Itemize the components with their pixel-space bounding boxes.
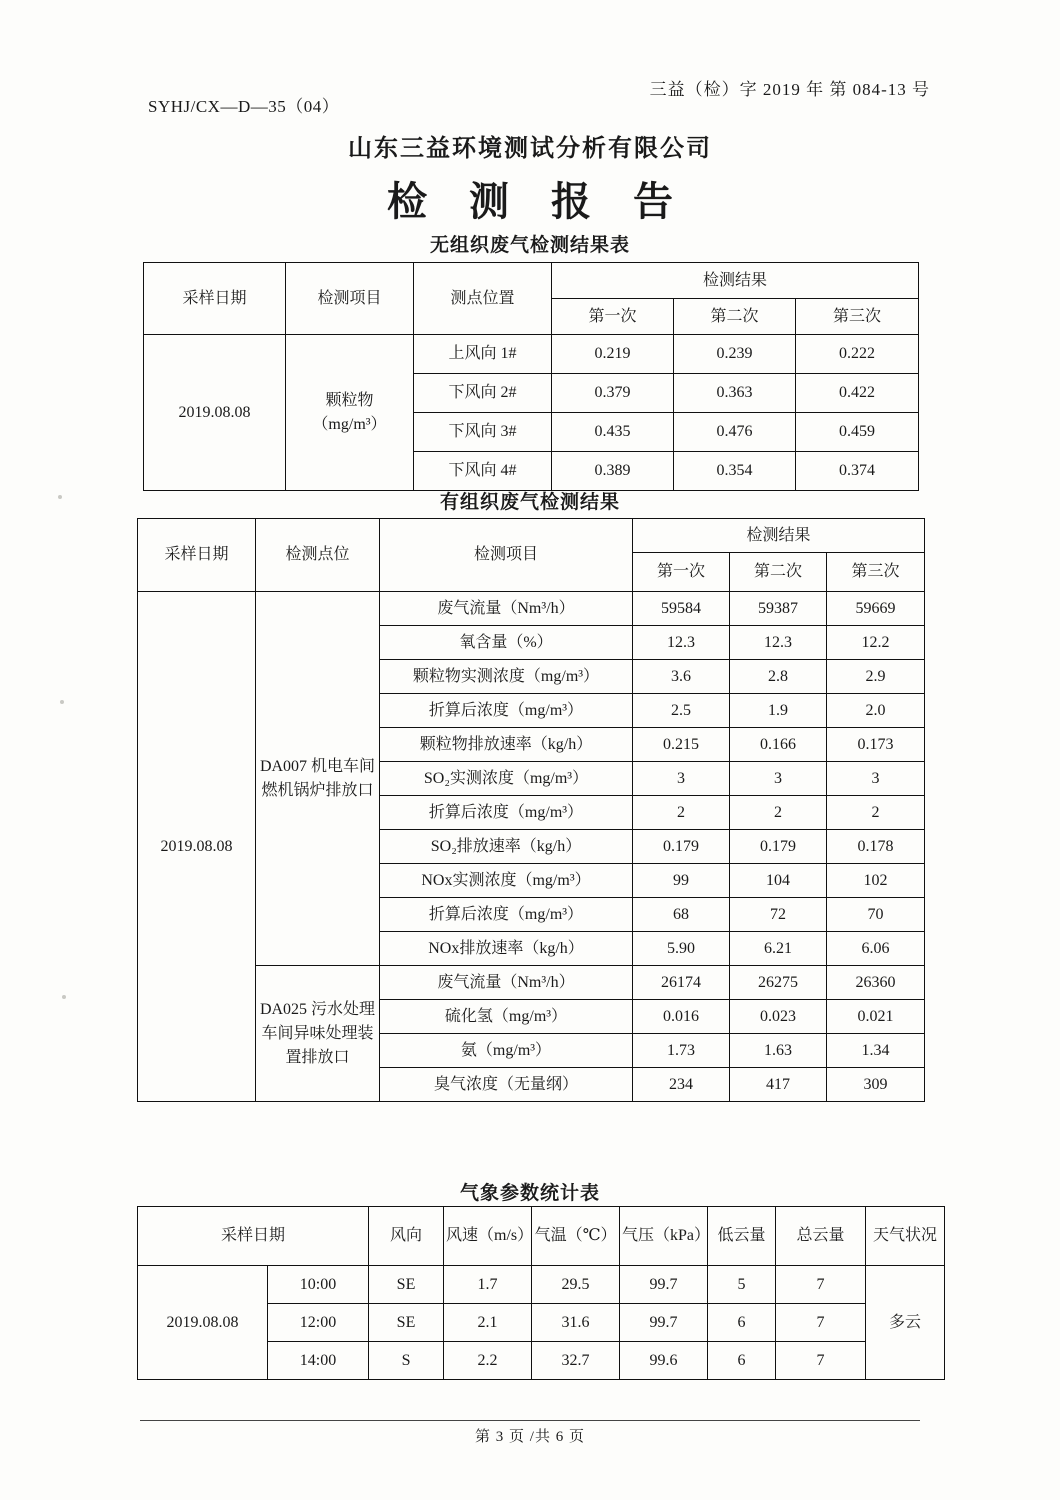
cell-test-item: NOx排放速率（kg/h）	[380, 932, 633, 966]
company-name: 山东三益环境测试分析有限公司	[348, 136, 712, 162]
cell-value-3: 2	[827, 796, 925, 830]
cell-value-2: 2	[730, 796, 827, 830]
cell-value-1: 68	[633, 898, 730, 932]
header-first: 第一次	[633, 553, 730, 592]
cell-low-cloud: 5	[708, 1266, 776, 1304]
cell-value-2: 1.63	[730, 1034, 827, 1068]
cell-wind-speed: 1.7	[444, 1266, 532, 1304]
header-point-location: 测点位置	[414, 263, 552, 335]
cell-value-1: 2.5	[633, 694, 730, 728]
cell-total-cloud: 7	[776, 1304, 866, 1342]
cell-temperature: 32.7	[532, 1342, 620, 1380]
cell-total-cloud: 7	[776, 1342, 866, 1380]
table-header-row	[138, 1207, 945, 1266]
cell-wind-direction: SE	[369, 1304, 444, 1342]
header-results: 检测结果	[633, 519, 925, 553]
cell-test-point-2: DA025 污水处理车间异味处理装置排放口	[256, 966, 380, 1102]
cell-test-item: 硫化氢（mg/m³）	[380, 1000, 633, 1034]
cell-value-1: 1.73	[633, 1034, 730, 1068]
header-wind-direction: 风向	[369, 1207, 444, 1266]
table-organized-exhaust	[137, 518, 925, 1102]
header-second: 第二次	[730, 553, 827, 592]
cell-sampling-date: 2019.08.08	[138, 1266, 268, 1380]
header-sampling-date: 采样日期	[144, 263, 286, 335]
cell-value-3: 2.0	[827, 694, 925, 728]
cell-value-1: 0.016	[633, 1000, 730, 1034]
header-second: 第二次	[674, 299, 796, 335]
cell-test-item: NOx实测浓度（mg/m³）	[380, 864, 633, 898]
table-row	[138, 592, 925, 626]
cell-value-3: 102	[827, 864, 925, 898]
header-third: 第三次	[796, 299, 919, 335]
cell-value-2: 6.21	[730, 932, 827, 966]
cell-value-2: 0.363	[674, 374, 796, 413]
header-pressure: 气压（kPa）	[620, 1207, 708, 1266]
cell-time: 14:00	[268, 1342, 369, 1380]
cell-value-2: 0.166	[730, 728, 827, 762]
cell-value-3: 0.021	[827, 1000, 925, 1034]
cell-value-1: 0.179	[633, 830, 730, 864]
cell-sampling-date: 2019.08.08	[144, 335, 286, 491]
document-code: SYHJ/CX—D—35（04）	[148, 97, 340, 116]
cell-point: 下风向 2#	[414, 374, 552, 413]
header-weather: 天气状况	[866, 1207, 945, 1266]
section-title-weather: 气象参数统计表	[459, 1183, 600, 1204]
cell-test-item: 废气流量（Nm³/h）	[380, 592, 633, 626]
table-row	[138, 1266, 945, 1304]
cell-wind-speed: 2.1	[444, 1304, 532, 1342]
cell-value-2: 72	[730, 898, 827, 932]
cell-total-cloud: 7	[776, 1266, 866, 1304]
cell-test-item: 折算后浓度（mg/m³）	[380, 796, 633, 830]
cell-value-3: 0.459	[796, 413, 919, 452]
cell-value-1: 0.215	[633, 728, 730, 762]
scan-speck	[62, 995, 66, 999]
cell-test-point-1: DA007 机电车间燃机锅炉排放口	[256, 592, 380, 966]
header-total-cloud: 总云量	[776, 1207, 866, 1266]
table-header-row	[144, 263, 919, 299]
cell-value-1: 3	[633, 762, 730, 796]
cell-point: 上风向 1#	[414, 335, 552, 374]
cell-value-1: 5.90	[633, 932, 730, 966]
cell-temperature: 29.5	[532, 1266, 620, 1304]
cell-test-item: SO₂实测浓度（mg/m³）	[380, 762, 633, 796]
cell-wind-speed: 2.2	[444, 1342, 532, 1380]
cell-wind-direction: S	[369, 1342, 444, 1380]
cell-test-item: SO₂排放速率（kg/h）	[380, 830, 633, 864]
cell-pressure: 99.7	[620, 1266, 708, 1304]
header-low-cloud: 低云量	[708, 1207, 776, 1266]
page-number: 第 3 页 /共 6 页	[475, 1429, 585, 1445]
cell-value-1: 59584	[633, 592, 730, 626]
cell-value-3: 6.06	[827, 932, 925, 966]
cell-value-3: 309	[827, 1068, 925, 1102]
cell-time: 12:00	[268, 1304, 369, 1342]
cell-value-3: 59669	[827, 592, 925, 626]
cell-value-2: 0.354	[674, 452, 796, 491]
cell-test-item: 折算后浓度（mg/m³）	[380, 898, 633, 932]
cell-test-item: 颗粒物排放速率（kg/h）	[380, 728, 633, 762]
table-row	[144, 335, 919, 374]
cell-test-item: 废气流量（Nm³/h）	[380, 966, 633, 1000]
cell-pressure: 99.6	[620, 1342, 708, 1380]
cell-value-1: 26174	[633, 966, 730, 1000]
header-sampling-date: 采样日期	[138, 519, 256, 592]
cell-low-cloud: 6	[708, 1342, 776, 1380]
section-title-unorganized: 无组织废气检测结果表	[429, 235, 630, 256]
cell-value-1: 234	[633, 1068, 730, 1102]
cell-value-2: 3	[730, 762, 827, 796]
cell-time: 10:00	[268, 1266, 369, 1304]
cell-temperature: 31.6	[532, 1304, 620, 1342]
cell-value-3: 2.9	[827, 660, 925, 694]
cell-value-3: 0.422	[796, 374, 919, 413]
cell-value-3: 0.222	[796, 335, 919, 374]
cell-test-item: 氧含量（%）	[380, 626, 633, 660]
item-name: 颗粒物	[325, 391, 374, 409]
cell-value-1: 99	[633, 864, 730, 898]
cell-value-2: 0.476	[674, 413, 796, 452]
cell-value-1: 3.6	[633, 660, 730, 694]
cell-value-3: 12.2	[827, 626, 925, 660]
cell-value-1: 0.435	[552, 413, 674, 452]
cell-value-1: 0.389	[552, 452, 674, 491]
header-wind-speed: 风速（m/s）	[444, 1207, 532, 1266]
cell-value-2: 59387	[730, 592, 827, 626]
cell-sampling-date: 2019.08.08	[138, 592, 256, 1102]
cell-wind-direction: SE	[369, 1266, 444, 1304]
cell-value-2: 2.8	[730, 660, 827, 694]
header-first: 第一次	[552, 299, 674, 335]
cell-value-3: 1.34	[827, 1034, 925, 1068]
header-test-item: 检测项目	[380, 519, 633, 592]
cell-point: 下风向 4#	[414, 452, 552, 491]
cell-value-2: 104	[730, 864, 827, 898]
cell-pressure: 99.7	[620, 1304, 708, 1342]
cell-value-2: 0.239	[674, 335, 796, 374]
cell-value-1: 0.219	[552, 335, 674, 374]
cell-weather: 多云	[866, 1266, 945, 1380]
cell-value-3: 3	[827, 762, 925, 796]
header-temperature: 气温（℃）	[532, 1207, 620, 1266]
cell-point: 下风向 3#	[414, 413, 552, 452]
header-results: 检测结果	[552, 263, 919, 299]
table-unorganized-exhaust	[143, 262, 919, 491]
cell-test-item: 臭气浓度（无量纲）	[380, 1068, 633, 1102]
report-number: 三益（检）字 2019 年 第 084-13 号	[649, 80, 930, 99]
cell-value-3: 26360	[827, 966, 925, 1000]
section-title-organized: 有组织废气检测结果	[439, 492, 620, 513]
cell-value-3: 0.374	[796, 452, 919, 491]
header-sampling-date: 采样日期	[138, 1207, 369, 1266]
scan-speck	[60, 700, 64, 704]
table-row	[138, 966, 925, 1000]
cell-value-3: 70	[827, 898, 925, 932]
cell-low-cloud: 6	[708, 1304, 776, 1342]
cell-value-2: 0.023	[730, 1000, 827, 1034]
header-test-point: 检测点位	[256, 519, 380, 592]
cell-test-item: 颗粒物实测浓度（mg/m³）	[380, 660, 633, 694]
cell-value-1: 0.379	[552, 374, 674, 413]
cell-value-1: 2	[633, 796, 730, 830]
page-title: 检 测 报 告	[387, 179, 689, 224]
footer-divider	[140, 1420, 920, 1421]
cell-value-2: 417	[730, 1068, 827, 1102]
cell-value-2: 26275	[730, 966, 827, 1000]
cell-value-2: 0.179	[730, 830, 827, 864]
cell-value-2: 1.9	[730, 694, 827, 728]
cell-value-1: 12.3	[633, 626, 730, 660]
cell-value-2: 12.3	[730, 626, 827, 660]
cell-test-item	[286, 335, 414, 491]
cell-test-item: 折算后浓度（mg/m³）	[380, 694, 633, 728]
table-header-row	[138, 519, 925, 553]
cell-value-3: 0.178	[827, 830, 925, 864]
cell-test-item: 氨（mg/m³）	[380, 1034, 633, 1068]
table-weather-parameters	[137, 1206, 945, 1380]
item-unit: （mg/m³）	[312, 415, 387, 433]
header-third: 第三次	[827, 553, 925, 592]
header-test-item: 检测项目	[286, 263, 414, 335]
cell-value-3: 0.173	[827, 728, 925, 762]
